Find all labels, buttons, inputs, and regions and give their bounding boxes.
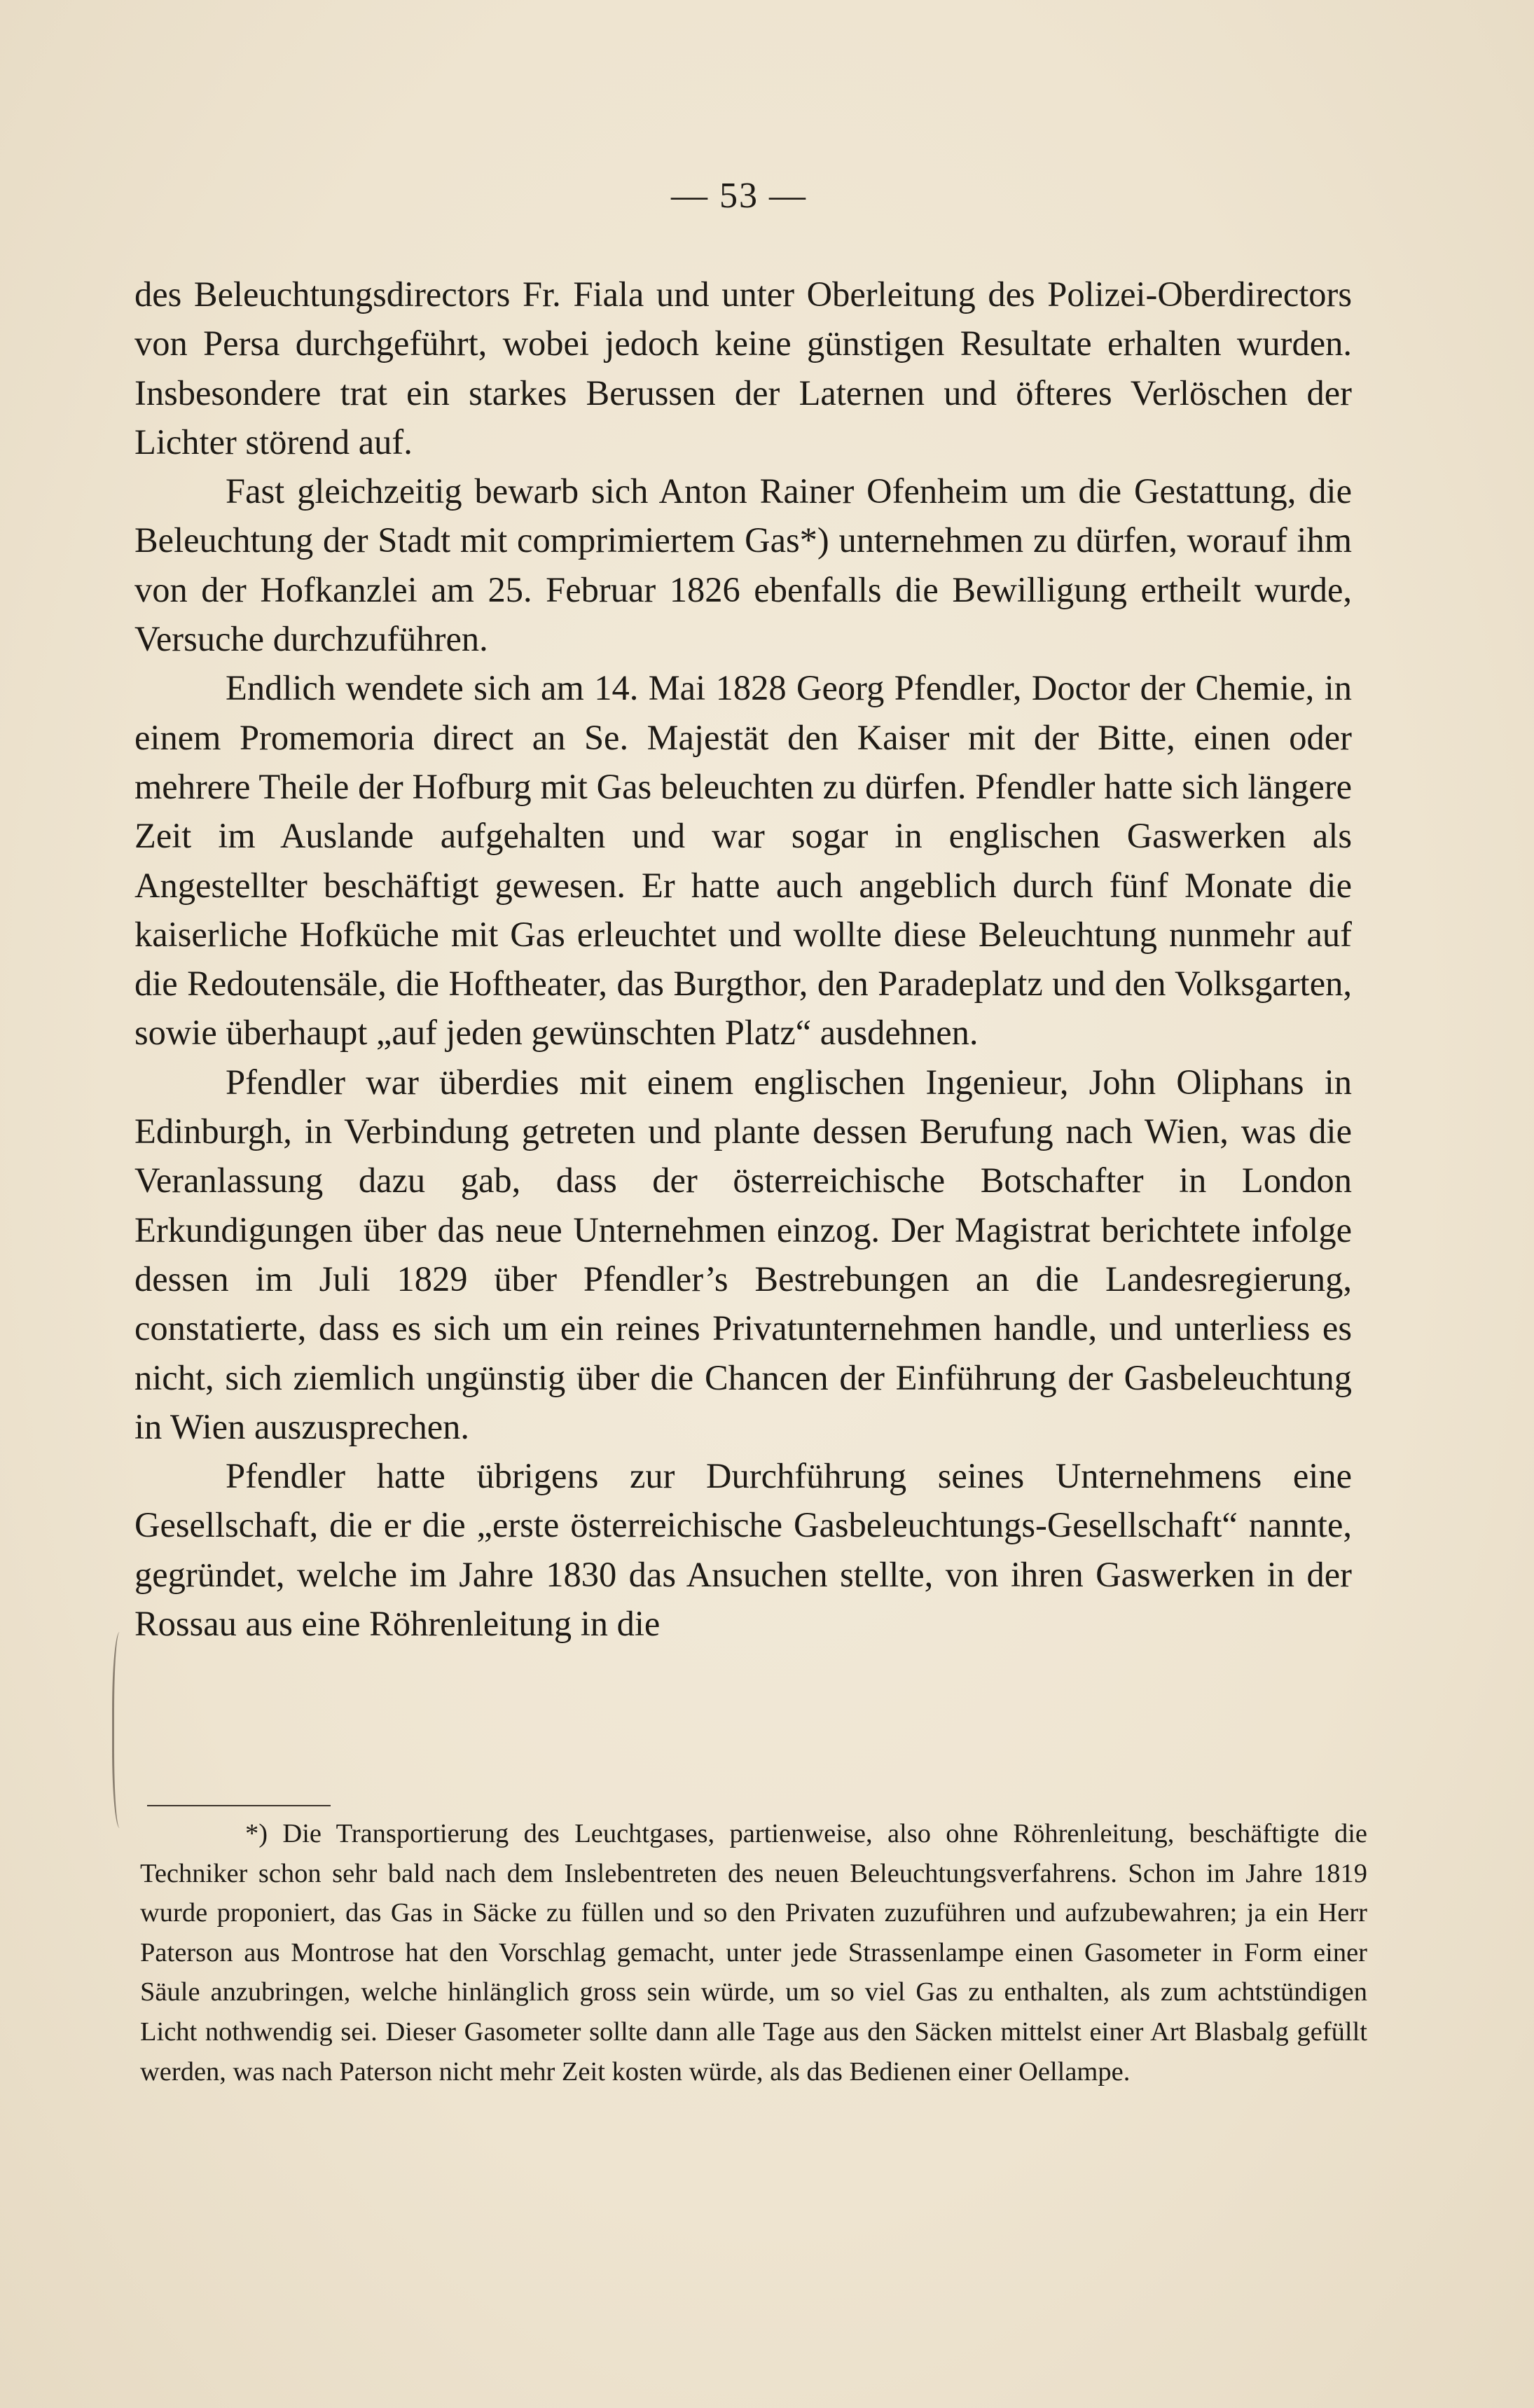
paragraph-5: Pfendler hatte übrigens zur Durchführung seines Unternehmens eine Gesellschaft, die er die „erste österreichische Gasbeleuchtungs-Gesellschaft“ nannte, gegründet, welche im Jahre 1830 das Ansuchen stellte, von ihren Gaswerken in der Rossau aus eine Röhrenleitung in die	[134, 1456, 1352, 1644]
footnote-1: *) Die Transportierung des Leuchtgases, partienweise, also ohne Röhrenleitung, beschäftigte die Techniker schon sehr bald nach dem Inslebentreten des neuen Beleuchtungsverfahrens. Schon im Jahre 1819 wurde proponiert, das Gas in Säcke zu füllen und so den Privaten zuzuführen und aufzubewahren; ja ein Herr Paterson aus Montrose hat den Vorschlag gemacht, unter jede Strassenlampe einen Gasometer in Form einer Säule anzubringen, welche hinlänglich gross sein würde, um so viel Gas zu enthalten, als zum achtstündigen Licht nothwendig sei. Dieser Gasometer sollte dann alle Tage aus den Säcken mittelst einer Art Blasbalg gefüllt werden, was nach Paterson nicht mehr Zeit kosten würde, als das Bedienen einer Oellampe.	[140, 1819, 1367, 2087]
paragraph-2: Fast gleichzeitig bewarb sich Anton Rainer Ofenheim um die Gestattung, die Beleuchtung der Stadt mit comprimiertem Gas*) unternehmen zu dürfen, worauf ihm von der Hofkanzlei am 25. Februar 1826 ebenfalls die Bewilligung ertheilt wurde, Versuche durchzuführen.	[134, 471, 1352, 659]
footnote-block	[140, 1814, 1367, 2091]
paragraph-4: Pfendler war überdies mit einem englischen Ingenieur, John Oliphans in Edinburgh, in Verbindung getreten und plante dessen Berufung nach Wien, was die Veranlassung dazu gab, dass der österreichische Botschafter in London Erkundigungen über das neue Unternehmen einzog. Der Magistrat berichtete infolge dessen im Juli 1829 über Pfendler’s Bestrebungen an die Landesregierung, constatierte, dass es sich um ein reines Privatunternehmen handle, und unterliess es nicht, sich ziemlich ungünstig über die Chancen der Einführung der Gasbeleuchtung in Wien auszusprechen.	[134, 1062, 1352, 1446]
paragraph-3: Endlich wendete sich am 14. Mai 1828 Georg Pfendler, Doctor der Chemie, in einem Promemoria direct an Se. Majestät den Kaiser mit der Bitte, einen oder mehrere Theile der Hofburg mit Gas beleuchten zu dürfen. Pfendler hatte sich längere Zeit im Auslande aufgehalten und war sogar in englischen Gaswerken als Angestellter beschäftigt gewesen. Er hatte auch angeblich durch fünf Monate die kaiserliche Hofküche mit Gas erleuchtet und wollte diese Beleuchtung nunmehr auf die Redoutensäle, die Hoftheater, das Burgthor, den Paradeplatz und den Volksgarten, sowie überhaupt „auf jeden gewünschten Platz“ ausdehnen.	[134, 668, 1352, 1053]
footnote-divider	[147, 1805, 331, 1806]
pencil-bracket-mark	[112, 1632, 131, 1828]
page-number: — 53 —	[671, 176, 807, 216]
paragraph-1: des Beleuchtungsdirectors Fr. Fiala und unter Oberleitung des Polizei-Oberdirectors von Persa durchgeführt, wobei jedoch keine günstigen Resultate erhalten wurden. Insbesondere trat ein starkes Berussen der Laternen und öfteres Verlöschen der Lichter störend auf.	[134, 275, 1352, 462]
main-text	[134, 270, 1352, 1648]
